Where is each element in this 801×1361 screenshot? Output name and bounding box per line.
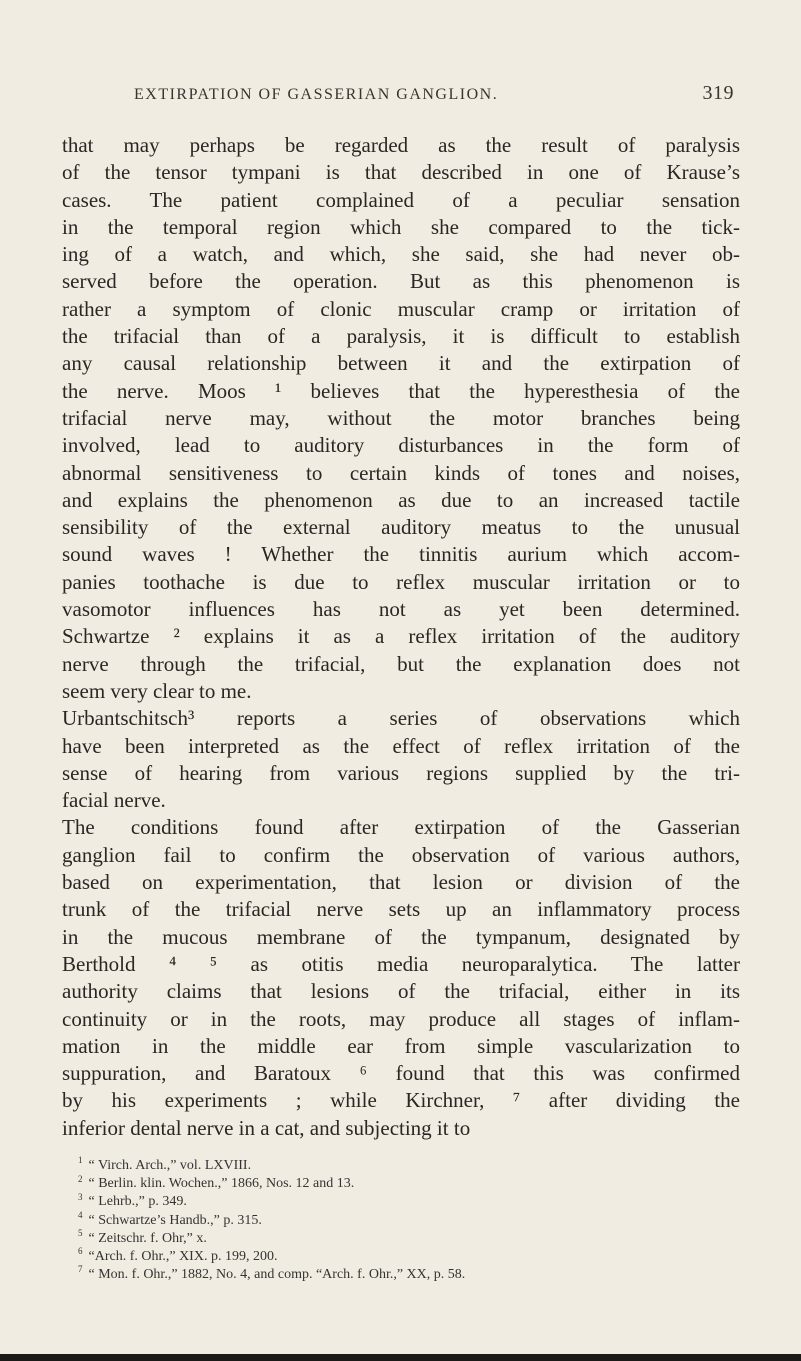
footnote-text: “ Lehrb.,” p. 349. <box>88 1194 187 1210</box>
text-line: cases. The patient complained of a peculiar sensation <box>62 187 740 212</box>
footnote-text: “ Mon. f. Ohr.,” 1882, No. 4, and comp. “Arch. f. Ohr.,” XX, p. 58. <box>88 1267 466 1283</box>
text-line: Schwartze ² explains it as a reflex irritation of the auditory <box>62 624 740 649</box>
footnote-text: “ Zeitschr. f. Ohr,” x. <box>88 1230 207 1246</box>
text-line: the nerve. Moos ¹ believes that the hyperesthesia of the <box>62 378 740 403</box>
footnote-mark: 6 <box>78 1246 83 1257</box>
text-line: abnormal sensitiveness to certain kinds of tones and noises, <box>62 460 740 485</box>
footnote-mark: 3 <box>78 1191 83 1202</box>
text-line: trifacial nerve may, without the motor branches being <box>62 405 740 430</box>
footnotes <box>78 1157 758 1284</box>
text-line: The conditions found after extirpation of the Gasserian <box>62 815 740 840</box>
text-line: inferior dental nerve in a cat, and subjecting it to <box>62 1115 471 1140</box>
text-line: sensibility of the external auditory meatus to the unusual <box>62 515 740 540</box>
text-line: by his experiments ; while Kirchner, ⁷ after dividing the <box>62 1088 740 1113</box>
text-line: Berthold ⁴ ⁵ as otitis media neuroparalytica. The latter <box>62 951 740 976</box>
footnote <box>78 1209 758 1230</box>
footnote-mark: 7 <box>78 1264 83 1275</box>
footnote-mark: 2 <box>78 1173 83 1184</box>
text-line: nerve through the trifacial, but the explanation does not <box>62 651 740 676</box>
running-title: EXTIRPATION OF GASSERIAN GANGLION. <box>134 86 499 103</box>
footnote-text: “ Berlin. klin. Wochen.,” 1866, Nos. 12 and 13. <box>88 1176 355 1192</box>
footnote-mark: 1 <box>78 1155 83 1166</box>
text-line: ing of a watch, and which, she said, she had never ob- <box>62 242 740 267</box>
text-line: Urbantschitsch³ reports a series of observations which <box>62 706 740 731</box>
text-line: vasomotor influences has not as yet been determined. <box>62 597 740 622</box>
footnote <box>78 1175 758 1193</box>
text-line: suppuration, and Baratoux ⁶ found that this was confirmed <box>62 1061 740 1086</box>
footnote <box>78 1230 758 1248</box>
footnote-text: “ Virch. Arch.,” vol. LXVIII. <box>88 1158 252 1173</box>
text-line: in the mucous membrane of the tympanum, designated by <box>62 924 740 949</box>
page-bottom-edge <box>0 1354 801 1361</box>
footnote <box>78 1266 758 1284</box>
page-number: 319 <box>702 82 734 104</box>
text-line: in the temporal region which she compared to the tick- <box>62 214 740 239</box>
text-line: that may perhaps be regarded as the result of paralysis <box>62 133 740 157</box>
text-line: authority claims that lesions of the trifacial, either in its <box>62 979 740 1004</box>
text-line: based on experimentation, that lesion or division of the <box>62 870 740 895</box>
footnote <box>78 1248 758 1266</box>
text-line: the trifacial than of a paralysis, it is difficult to establish <box>62 324 740 349</box>
text-line: continuity or in the roots, may produce all stages of inflam- <box>62 1006 740 1031</box>
text-line: sense of hearing from various regions supplied by the tri- <box>62 760 740 785</box>
footnote <box>78 1193 758 1211</box>
text-line: rather a symptom of clonic muscular cramp or irritation of <box>62 296 740 321</box>
text-line: seem very clear to me. <box>62 678 252 703</box>
text-line: have been interpreted as the effect of reflex irritation of the <box>62 733 740 758</box>
footnote-text: “Arch. f. Ohr.,” XIX. p. 199, 200. <box>88 1248 278 1264</box>
text-line: sound waves ! Whether the tinnitis aurium which accom- <box>62 542 740 567</box>
text-line: panies toothache is due to reflex muscular irritation or to <box>62 569 740 594</box>
text-line: and explains the phenomenon as due to an increased tactile <box>62 487 740 512</box>
text-line: involved, lead to auditory disturbances in the form of <box>62 433 740 458</box>
text-line: served before the operation. But as this phenomenon is <box>62 269 740 294</box>
text-line: mation in the middle ear from simple vascularization to <box>62 1033 740 1058</box>
footnote-mark: 4 <box>78 1209 83 1220</box>
text-line: ganglion fail to confirm the observation of various authors, <box>62 842 740 867</box>
footnote <box>78 1157 758 1175</box>
text-line: facial nerve. <box>62 788 166 813</box>
body-text <box>62 132 740 1142</box>
text-line: any causal relationship between it and the extirpation of <box>62 351 740 376</box>
footnote-mark: 5 <box>78 1228 83 1239</box>
footnote-text: “ Schwartze’s Handb.,” p. 315. <box>88 1212 262 1228</box>
text-line: of the tensor tympani is that described in one of Krause’s <box>62 160 740 185</box>
text-line: trunk of the trifacial nerve sets up an inflammatory process <box>62 897 740 922</box>
